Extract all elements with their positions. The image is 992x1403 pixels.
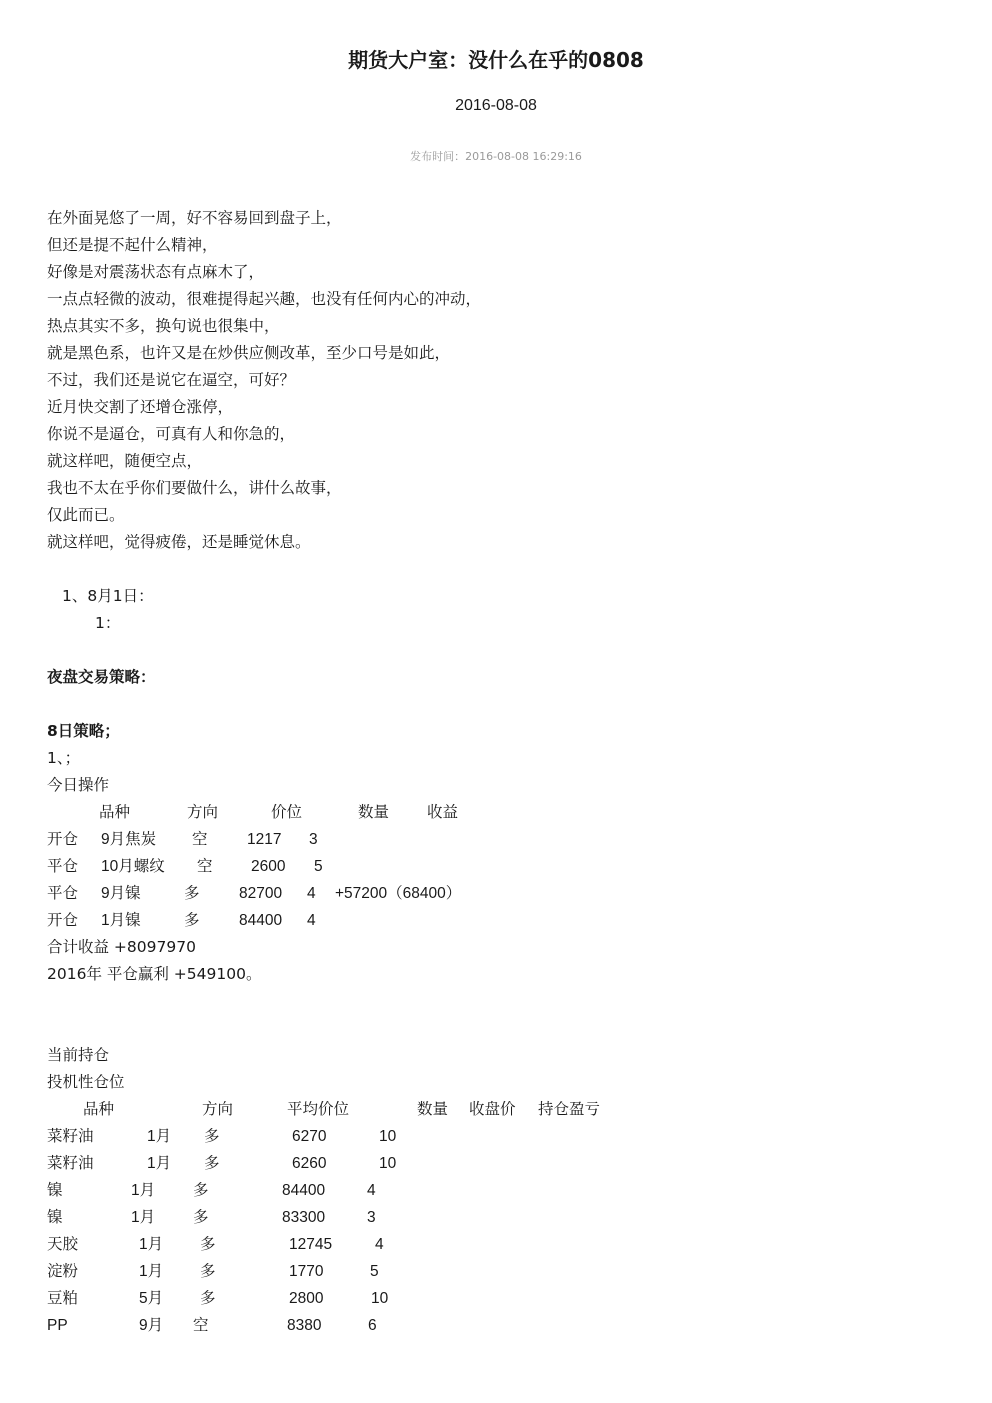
pos-product: 镍 bbox=[47, 1182, 63, 1199]
intro-paragraph bbox=[47, 205, 947, 556]
op-qty: 3 bbox=[309, 831, 318, 848]
pos-qty: 10 bbox=[379, 1128, 397, 1145]
pos-direction: 多 bbox=[204, 1128, 220, 1145]
positions-header-row bbox=[47, 1096, 947, 1123]
positions-heading: 当前持仓 bbox=[47, 1046, 110, 1064]
pos-qty: 4 bbox=[367, 1182, 376, 1199]
op-action: 开仓 bbox=[47, 831, 79, 848]
strategy-8-heading: 8日策略； bbox=[47, 722, 120, 740]
pos-direction: 多 bbox=[200, 1290, 216, 1307]
op-direction: 多 bbox=[184, 885, 200, 902]
article-body bbox=[47, 205, 947, 1339]
night-strategy-heading: 夜盘交易策略： bbox=[47, 668, 156, 686]
table-row bbox=[47, 1312, 947, 1339]
publish-time: 发布时间：2016-08-08 16:29:16 bbox=[410, 150, 582, 163]
op-price: 1217 bbox=[247, 831, 282, 848]
table-row bbox=[47, 1258, 947, 1285]
pos-qty: 10 bbox=[379, 1155, 397, 1172]
col-header-close-price: 收盘价 bbox=[469, 1101, 516, 1118]
col-header-product: 品种 bbox=[83, 1101, 115, 1118]
intro-line: 就这样吧，觉得疲倦，还是睡觉休息。 bbox=[47, 533, 311, 551]
table-row bbox=[47, 1231, 947, 1258]
pos-direction: 多 bbox=[200, 1263, 216, 1280]
table-row bbox=[47, 907, 947, 934]
pos-month: 5月 bbox=[139, 1290, 164, 1307]
intro-line: 就这样吧，随便空点， bbox=[47, 452, 203, 470]
pos-product: 豆粕 bbox=[47, 1290, 79, 1307]
pos-qty: 6 bbox=[368, 1317, 377, 1334]
positions-subheading: 投机性仓位 bbox=[47, 1073, 125, 1091]
op-action: 开仓 bbox=[47, 912, 79, 929]
intro-line: 近月快交割了还增仓涨停， bbox=[47, 398, 234, 416]
col-header-product: 品种 bbox=[99, 804, 131, 821]
pos-qty: 3 bbox=[367, 1209, 376, 1226]
pos-month: 1月 bbox=[147, 1155, 172, 1172]
pos-price: 2800 bbox=[289, 1290, 324, 1307]
op-qty: 5 bbox=[314, 858, 323, 875]
table-row bbox=[47, 1204, 947, 1231]
pos-price: 84400 bbox=[282, 1182, 326, 1199]
intro-line: 不过，我们还是说它在逼空，可好？ bbox=[47, 371, 296, 389]
section-subitem: 1： bbox=[95, 614, 121, 632]
table-row bbox=[47, 1285, 947, 1312]
intro-line: 仅此而已。 bbox=[47, 506, 125, 524]
pos-price: 6260 bbox=[292, 1155, 327, 1172]
intro-line: 一点点轻微的波动，很难提得起兴趣，也没有任何内心的冲动， bbox=[47, 290, 482, 308]
article-date: 2016-08-08 bbox=[455, 97, 537, 114]
total-profit: 合计收益 +8097970 bbox=[47, 938, 196, 956]
pos-product: PP bbox=[47, 1317, 68, 1334]
col-header-direction: 方向 bbox=[202, 1101, 234, 1118]
op-qty: 4 bbox=[307, 885, 316, 902]
op-profit: +57200（68400） bbox=[335, 885, 462, 902]
pos-product: 天胶 bbox=[47, 1236, 79, 1253]
col-header-qty: 数量 bbox=[358, 804, 390, 821]
pos-month: 1月 bbox=[147, 1128, 172, 1145]
col-header-qty: 数量 bbox=[417, 1101, 449, 1118]
op-product: 9月镍 bbox=[101, 885, 141, 902]
pos-price: 1770 bbox=[289, 1263, 324, 1280]
col-header-direction: 方向 bbox=[187, 804, 219, 821]
intro-line: 你说不是逼仓，可真有人和你急的， bbox=[47, 425, 296, 443]
pos-product: 菜籽油 bbox=[47, 1128, 94, 1145]
strategy-item: 1、； bbox=[47, 749, 81, 767]
article-title: 期货大户室：没什么在乎的0808 bbox=[348, 48, 644, 72]
pos-direction: 多 bbox=[204, 1155, 220, 1172]
pos-price: 6270 bbox=[292, 1128, 327, 1145]
pos-month: 1月 bbox=[131, 1209, 156, 1226]
pos-price: 8380 bbox=[287, 1317, 322, 1334]
pos-price: 83300 bbox=[282, 1209, 326, 1226]
op-price: 2600 bbox=[251, 858, 286, 875]
pos-direction: 多 bbox=[200, 1236, 216, 1253]
table-row bbox=[47, 880, 947, 907]
op-action: 平仓 bbox=[47, 885, 79, 902]
pos-month: 1月 bbox=[139, 1236, 164, 1253]
op-price: 82700 bbox=[239, 885, 283, 902]
op-direction: 空 bbox=[192, 831, 208, 848]
pos-qty: 5 bbox=[370, 1263, 379, 1280]
intro-line: 热点其实不多，换句说也很集中， bbox=[47, 317, 280, 335]
section-item-aug1: 1、8月1日： bbox=[62, 587, 154, 605]
intro-line: 好像是对震荡状态有点麻木了， bbox=[47, 263, 265, 281]
pos-month: 1月 bbox=[131, 1182, 156, 1199]
op-direction: 空 bbox=[197, 858, 213, 875]
op-qty: 4 bbox=[307, 912, 316, 929]
op-action: 平仓 bbox=[47, 858, 79, 875]
col-header-pnl: 持仓盈亏 bbox=[538, 1101, 601, 1118]
op-product: 10月螺纹 bbox=[101, 858, 165, 875]
pos-product: 菜籽油 bbox=[47, 1155, 94, 1172]
intro-line: 在外面晃悠了一周，好不容易回到盘子上， bbox=[47, 209, 342, 227]
table-row bbox=[47, 1123, 947, 1150]
op-product: 1月镍 bbox=[101, 912, 141, 929]
table-row bbox=[47, 853, 947, 880]
pos-product: 镍 bbox=[47, 1209, 63, 1226]
today-ops-heading: 今日操作 bbox=[47, 776, 110, 794]
pos-direction: 多 bbox=[193, 1182, 209, 1199]
pos-qty: 4 bbox=[375, 1236, 384, 1253]
pos-month: 9月 bbox=[139, 1317, 164, 1334]
table-row bbox=[47, 1150, 947, 1177]
col-header-profit: 收益 bbox=[427, 804, 459, 821]
pos-product: 淀粉 bbox=[47, 1263, 79, 1280]
intro-line: 但还是提不起什么精神， bbox=[47, 236, 218, 254]
col-header-price: 价位 bbox=[271, 804, 303, 821]
table-row bbox=[47, 826, 947, 853]
today-ops-header-row bbox=[47, 799, 947, 826]
op-product: 9月焦炭 bbox=[101, 831, 157, 848]
intro-line: 我也不太在乎你们要做什么，讲什么故事， bbox=[47, 479, 342, 497]
year-profit: 2016年 平仓赢利 +549100。 bbox=[47, 965, 262, 983]
op-direction: 多 bbox=[184, 912, 200, 929]
table-row bbox=[47, 1177, 947, 1204]
col-header-avg-price: 平均价位 bbox=[287, 1101, 350, 1118]
pos-qty: 10 bbox=[371, 1290, 389, 1307]
pos-direction: 空 bbox=[193, 1317, 209, 1334]
intro-line: 就是黑色系，也许又是在炒供应侧改革，至少口号是如此， bbox=[47, 344, 451, 362]
op-price: 84400 bbox=[239, 912, 283, 929]
pos-month: 1月 bbox=[139, 1263, 164, 1280]
pos-price: 12745 bbox=[289, 1236, 333, 1253]
pos-direction: 多 bbox=[193, 1209, 209, 1226]
